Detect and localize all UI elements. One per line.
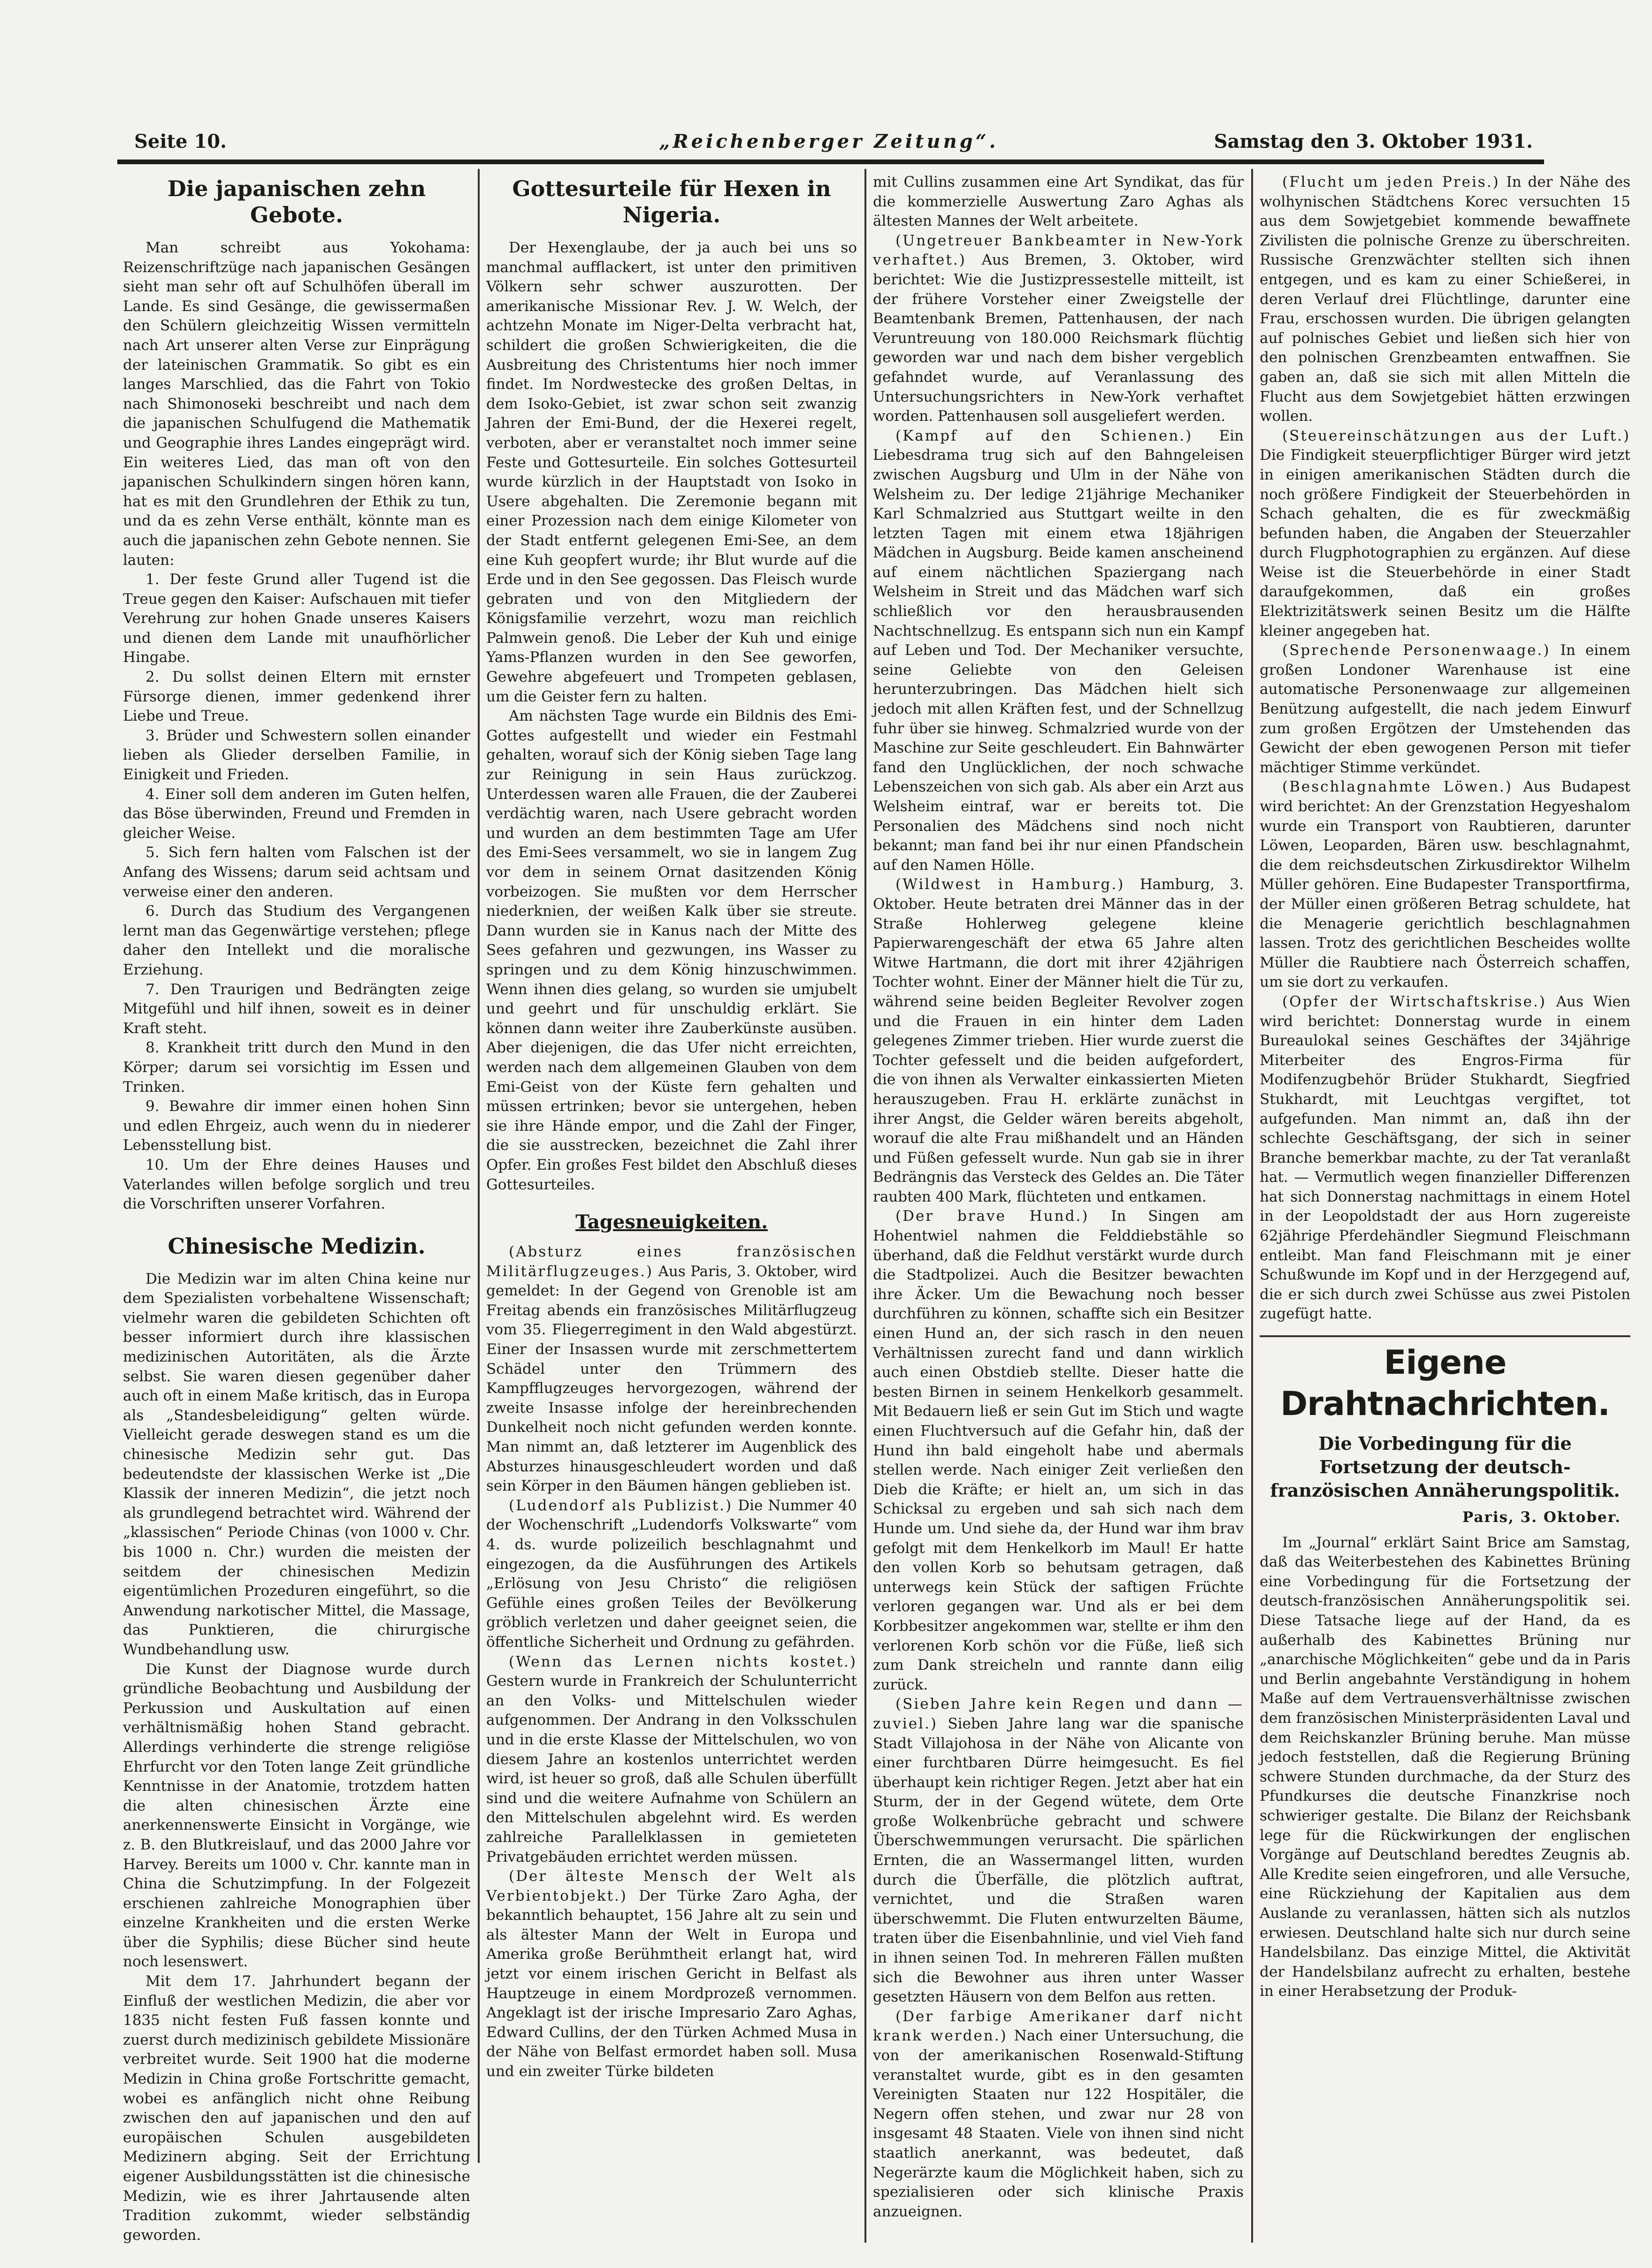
column-2 [486, 173, 857, 2246]
article-paragraph: Im „Journal“ erklärt Saint Brice am Samstag, daß das Weiterbestehen des Kabinettes Brüning eine Vorbedingung für die Fortsetzung der deutsch-französischen Annäherungspolitik sei. Diese Tatsache liege auf der Hand, da es außerhalb des Kabinettes Brüning nur „anarchische Möglichkeiten“ gebe und da in Paris und Berlin angebahnte Verständigung in hohem Maße auf dem Vertrauensverhältnisse zwischen dem französischen Ministerpräsidenten Laval und dem Reichskanzler Brüning beruhe. Man müsse jedoch feststellen, daß die Regierung Brüning schwere Stunden durchmache, da der Sturz des Pfundkurses die deutsche Finanzkrise noch schwieriger gestalte. Die Bilanz der Reichsbank lege für die Rückwirkungen der englischen Vorgänge auf Deutschland beredtes Zeugnis ab. Alle Kredite seien eingefroren, und alle Versuche, eine Rückziehung der Kapitalien aus dem Auslande zu veranlassen, hätten sich als nutzlos erwiesen. Deutschland halte sich nur durch seine Handelsbilanz. Das einzige Mittel, die Aktivität der Handelsbilanz aufrecht zu erhalten, bestehe in einer Herabsetzung der Produk- [1260, 1534, 1630, 2000]
news-item-title: (Wenn das Lernen nichts kostet.) [509, 1653, 857, 1670]
commandment-item: 5. Sich fern halten vom Falschen ist der Anfang des Wissens; darum seid achtsam und verweise einer den anderen. [123, 844, 470, 900]
commandment-item: 8. Krankheit tritt durch den Mund in den Körper; darum sei vorsichtig im Essen und Trinken. [123, 1039, 470, 1096]
news-item-title: (Steuereinschätzungen aus der Luft.) [1282, 427, 1630, 444]
article-paragraph: mit Cullins zusammen eine Art Syndikat, das für die kommerzielle Auswertung Zaro Aghas als ältesten Mannes der Welt arbeitete. [873, 174, 1244, 230]
commandment-item: 10. Um der Ehre deines Hauses und Vaterlandes willen befolge sorglich und treu die Vorschriften unserer Vorfahren. [123, 1156, 470, 1213]
article-paragraph: Die Medizin war im alten China keine nur dem Spezialisten vorbehaltene Wissenschaft; vielmehr waren die gebildeten Schichten oft besser informiert durch ihre klassischen medizinischen Autoritäten, als die Ärzte selbst. Sie waren diesen gegenüber daher auch oft in einem Maße kritisch, das in Europa als „Standesbeleidigung“ gelten würde. Vielleicht gerade deswegen stand es um die chinesische Medizin sehr gut. Das bedeutendste der klassischen Werke ist „Die Klassik der inneren Medizin“, die jetzt noch als grundlegend betrachtet wird. Während der „klassischen“ Periode Chinas (von 1000 v. Chr. bis 1000 n. Chr.) wurden die meisten der seitdem der chinesischen Medizin eigentümlichen Prozeduren eingeführt, so die Anwendung narkotischer Mittel, die Massage, das Punktieren, die chirurgische Wundbehandlung usw. [123, 1270, 470, 1658]
news-item-body: Die Findigkeit steuerpflichtiger Bürger wird jetzt in einigen amerikanischen Städten durch die noch größere Findigkeit der Steuerbehörden in Schach gehalten, die es für zweckmäßig befunden haben, die Angaben der Steuerzahler durch Flugphotographien zu ergänzen. Auf diese Weise ist die Steuerbehörde in einer Stadt daraufgekommen, daß ein großes Elektrizitätswerk seinen Besitz um die Hälfte kleiner angegeben hat. [1260, 447, 1630, 639]
news-item-body: Aus Budapest wird berichtet: An der Grenzstation Hegyeshalom wurde ein Transport von Raubtieren, darunter Löwen, Leoparden, Bären usw. beschlagnahmt, die dem reichsdeutschen Zirkusdirektor Wilhelm Müller gehören. Eine Budapester Transportfirma, der Müller einen größeren Betrag schuldete, hat die Menagerie gerichtlich beschlagnahmen lassen. Trotz des gerichtlichen Bescheides wollte Müller die Raubtiere nach Österreich schaffen, um sie dort zu verkaufen. [1260, 778, 1630, 991]
news-item-title: (Sprechende Personenwaage.) [1282, 642, 1551, 659]
news-item-body: Ein Liebesdrama trug sich auf den Bahngeleisen zwischen Augsburg und Ulm in der Nähe von Welsheim zu. Der ledige 21jährige Mechaniker Karl Schmalzried aus Stuttgart weilte in den letzten Tagen mit einem etwa 18jährigen Mädchen in Augsburg. Beide kamen anscheinend auf einem nächtlichen Spaziergang nach Welsheim in Streit und das Mädchen warf sich schließlich vor den herausbrausenden Nachtschnellzug. Es entspann sich nun ein Kampf auf Leben und Tod. Der Mechaniker versuchte, seine Geliebte von den Geleisen herunterzubringen. Das Mädchen hielt sich jedoch mit allen Kräften fest, und der Schnellzug fuhr über sie hinweg. Schmalzried wurde von der Maschine zur Seite geschleudert. Ein Bahnwärter fand den Unglücklichen, der noch schwache Lebenszeichen von sich gab. Als aber ein Arzt aus Welsheim eintraf, war er bereits tot. Die Personalien des Mädchens sind noch nicht bekannt; man fand bei ihr nur einen Pfandschein auf den Namen Hölle. [873, 427, 1244, 874]
news-item [873, 1695, 1244, 2007]
news-item [1260, 777, 1630, 992]
news-item [873, 1207, 1244, 1695]
dateline: Paris, 3. Oktober. [1462, 1509, 1621, 1526]
article-headline: Chinesische Medizin. [168, 1233, 426, 1259]
article-headline: Gottesurteile für Hexen in Nigeria. [512, 176, 831, 228]
news-item-body: Gestern wurde in Frankreich der Schulunterricht an den Volks- und Mittelschulen wieder aufgenommen. Der Andrang in den Volksschulen und in die erste Klasse der Mittelschulen, wo von diesem Jahre an kostenlos unterrichtet werden wird, ist heuer so groß, daß alle Schulen überfüllt sind und die weitere Aufnahme von Schülern an den Mittelschulen abgelehnt wird. Es werden zahlreiche Parallelklassen in gemieteten Privatgebäuden errichtet werden müssen. [486, 1673, 857, 1865]
article-paragraph: Am nächsten Tage wurde ein Bildnis des Emi-Gottes aufgestellt und wieder ein Festmahl gehalten, worauf sich der König sieben Tage lang zur Reinigung in sein Haus zurückzog. Unterdessen waren alle Frauen, die der Zauberei verdächtig waren, nach Usere gebracht worden und wurden an dem bestimmten Tage am Ufer des Emi-Sees versammelt, wo sie in langem Zug vor dem in seinem Ornat dasitzenden König vorbeizogen. Sie mußten vor dem Herrscher niederknien, der weißen Kalk über sie streute. Dann wurden sie in Kanus nach der Mitte des Sees gefahren und gezwungen, ins Wasser zu springen und zu dem König hinzuschwimmen. Wenn ihnen dies gelang, so wurden sie umjubelt und geehrt und für unschuldig erklärt. Sie können dann weiter ihre Zauberkünste ausüben. Aber diejenigen, die das Ufer nicht erreichten, werden nach dem allgemeinen Glauben von dem Emi-Geist von der Küste fern gehalten und müssen ertrinken; bevor sie untergehen, heben sie ihre Hände empor, und die Zahl der Finger, die sie ausstrecken, bezeichnet die Zahl ihrer Opfer. Ein großes Fest bildet den Abschluß dieses Gottesurteiles. [486, 708, 857, 1193]
column-rule [864, 169, 866, 2243]
commandment-item: 7. Den Traurigen und Bedrängten zeige Mitgefühl und hilf ihnen, soweit es in deiner Kraft steht. [123, 981, 470, 1037]
commandment-item: 2. Du sollst deinen Eltern mit ernster Fürsorge dienen, immer gedenkend ihrer Liebe und Treue. [123, 669, 470, 725]
news-item [1260, 992, 1630, 1324]
section-heading: Tagesneuigkeiten. [575, 1211, 768, 1233]
news-item-body: In einem großen Londoner Warenhause ist eine automatische Personenwaage zur allgemeinen Benützung aufgestellt, die nach jedem Einwurf zum großen Ergötzen der Umstehenden das Gewicht der eben gewogenen Person mit tiefer mächtiger Stimme verkündet. [1260, 642, 1630, 776]
news-item [486, 1496, 857, 1652]
article-paragraph: Man schreibt aus Yokohama: Reizenschriftzüge nach japanischen Gesängen sieht man sehr oft auf Schulhöfen überall im Lande. Es sind Gesänge, die gewissermaßen den Schülern gleichzeitig Wissen vermitteln nach Art unserer alten Verse zur Einprägung der lateinischen Grammatik. So gibt es ein langes Marschlied, das die Fahrt von Tokio nach Shimonoseki beschreibt und nach dem die japanischen Schulfugend die Mathematik und Geographie ihres Landes eingeprägt wird. Ein weiteres Lied, das man oft von den japanischen Schulkindern singen hören kann, hat es mit den Grundlehren der Ethik zu tun, und da es zehn Verse enthält, könnte man es auch die japanischen zehn Gebote nennen. Sie lauten: [123, 239, 470, 569]
news-item [873, 2007, 1244, 2222]
news-item-title: (Der farbige Amerikaner darf nicht krank werden.) [873, 2008, 1244, 2045]
news-item-title: (Der brave Hund.) [895, 1208, 1089, 1225]
article-paragraph: Mit dem 17. Jahrhundert begann der Einfluß der westlichen Medizin, die aber vor 1835 nicht festen Fuß fassen konnte und zuerst durch medizinisch gebildete Missionäre verbreitet wurde. Seit 1900 hat die moderne Medizin in China große Fortschritte gemacht, wobei es anfänglich nicht ohne Reibung zwischen den auf japanischen und den auf europäischen Schulen ausgebildeten Medizinern abging. Seit der Errichtung eigener Ausbildungsstätten ist die chinesische Medizin, wie es ihrer Jahrtausende alten Tradition zukommt, wieder selbständig geworden. [123, 1973, 470, 2244]
news-item [873, 426, 1244, 875]
news-item-body: Die Nummer 40 der Wochenschrift „Ludendorfs Volkswarte“ vom 4. ds. wurde polizeilich beschlagnahmt und eingezogen, da die Ausführungen des Artikels „Erlösung von Jesu Christo“ die religiösen Gefühle eines großen Teiles der Bevölkerung gröblich verletzen und daher geeignet seien, die öffentliche Sicherheit und Ordnung zu gefährden. [486, 1497, 857, 1651]
news-item-title: (Opfer der Wirtschaftskrise.) [1282, 993, 1546, 1010]
news-item [486, 1867, 857, 2082]
column-rule [1251, 169, 1253, 2243]
article-paragraph: Der Hexenglaube, der ja auch bei uns so manchmal aufflackert, ist unter den primitiven Völkern sehr schwer auszurotten. Der amerikanische Missionar Rev. J. W. Welch, der achtzehn Monate im Niger-Delta verbracht hat, schildert die großen Schwierigkeiten, die die Ausbreitung des Christentums hier noch immer findet. Im Nordwestecke des großen Deltas, in dem Isoko-Gebiet, ist zwar schon seit zwanzig Jahren der Emi-Bund, der die Hexerei regelt, verboten, aber er veranstaltet noch immer seine Feste und Gottesurteile. Ein solches Gottesurteil wurde kürzlich in der Hauptstadt von Isoko in Usere abgehalten. Die Zeremonie begann mit einer Prozession nach dem einige Kilometer von der Stadt entfernt gelegenen Emi-See, an dem eine Kuh geopfert wurde; ihr Blut wurde auf die Erde und in den See gegossen. Das Fleisch wurde gebraten und von den Mitgliedern der Königsfamilie verzehrt, wozu man reichlich Palmwein genoß. Die Leber der Kuh und einige Yams-Pflanzen wurden in den See geworfen, Gewehre abgefeuert und Trompeten geblasen, um die Geister fern zu halten. [486, 239, 857, 705]
article-paragraph: Die Kunst der Diagnose wurde durch gründliche Beobachtung und Ausbildung der Perkussion und Auskultation auf einen verhältnismäßig hohen Stand gebracht. Allerdings verhinderte die strenge religiöse Ehrfurcht vor den Toten lange Zeit gründliche Kenntnisse in der Anatomie, trotzdem hatten die alten chinesischen Ärzte eine anerkennenswerte Einsicht in Vorgänge, wie z. B. den Blutkreislauf, und das 2000 Jahre vor Harvey. Bereits um 1000 v. Chr. kannte man in China die Schutzimpfung. In der Folgezeit erschienen zahlreiche Monographien über einzelne Krankheiten und die ersten Werke über die Syphilis; diese Bücher sind heute noch lesenswert. [123, 1660, 470, 1971]
news-item [486, 1652, 857, 1867]
news-item [873, 231, 1244, 426]
header-rule [117, 160, 1544, 164]
section-banner: Eigene Drahtnachrichten. [1260, 1335, 1630, 1424]
article-headline: Die japanischen zehn Gebote. [167, 176, 426, 228]
news-item-title: (Ludendorf als Publizist.) [509, 1497, 733, 1514]
commandment-item: 4. Einer soll dem anderen im Guten helfen, das Böse überwinden, Freund und Fremden in gleicher Weise. [123, 785, 470, 842]
news-item-title: (Wildwest in Hamburg.) [895, 876, 1125, 893]
news-item-title: (Der älteste Mensch der Welt als Verbientobjekt.) [486, 1868, 857, 1904]
newspaper-title: „Reichenberger Zeitung“. [659, 130, 999, 152]
news-item-body: Aus Bremen, 3. Oktober, wird berichtet: Wie die Justizpressestelle mitteilt, ist der frühere Vorsteher einer Zweigstelle der Beamtenbank Bremen, Pattenhausen, der nach Veruntreuung von 180.000 Reichsmark flüchtig geworden war und nach dem bisher vergeblich gefahndet wurde, auf Veranlassung des Untersuchungsrichters in New-York verhaftet worden. Pattenhausen soll ausgeliefert werden. [873, 251, 1244, 425]
issue-date: Samstag den 3. Oktober 1931. [1214, 130, 1533, 152]
column-1 [123, 173, 470, 2244]
news-item-title: (Ungetreuer Bankbeamter in New-York verhaftet.) [873, 232, 1244, 269]
news-item [1260, 173, 1630, 426]
news-item-title: (Beschlagnahmte Löwen.) [1282, 778, 1513, 796]
column-4 [1260, 173, 1630, 2246]
news-item-body: Der Türke Zaro Agha, der bekanntlich behauptet, 156 Jahre alt zu sein und als ältester Mann der Welt in Europa und Amerika große Berühmtheit erlangt hat, wird jetzt vor einem irischen Gericht in Belfast als Hauptzeuge in einem Mordprozeß vernommen. Angeklagt ist der irische Impresario Zaro Aghas, Edward Cullins, der den Türken Achmed Musa in der Nähe von Belfast ermordet haben soll. Musa und ein zweiter Türke bildeten [486, 1887, 857, 2080]
commandment-item: 6. Durch das Studium des Vergangenen lernt man das Gegenwärtige verstehen; pflege daher den Intellekt und die moralische Erziehung. [123, 903, 470, 978]
running-header [115, 127, 1542, 161]
news-item-title: (Absturz eines französischen Militärflugzeuges.) [486, 1243, 857, 1280]
column-3 [873, 173, 1244, 2246]
news-item-body: Hamburg, 3. Oktober. Heute betraten drei Männer das in der Straße Hohlerweg gelegene kleine Papierwarengeschäft der etwa 65 Jahre alten Witwe Hartmann, die dort mit ihrer 42jährigen Tochter wohnt. Einer der Männer hielt die Tür zu, während seine beiden Begleiter Revolver zogen und die Frauen in ein hinter dem Laden gelegenes Zimmer trieben. Hier wurde zuerst die Tochter gefesselt und die beiden aufgefordert, die von ihnen als Verwalter einkassierten Mieten herauszugeben. Frau H. erklärte zunächst in ihrer Angst, die Gelder wären bereits abgeholt, worauf die alte Frau mißhandelt und an Händen und Füßen gefesselt wurde. Nun gab sie in ihrer Bedrängnis das Versteck des Geldes an. Die Täter raubten 400 Mark, flüchteten und entkamen. [873, 876, 1244, 1205]
commandment-item: 9. Bewahre dir immer einen hohen Sinn und edlen Ehrgeiz, auch wenn du in niederer Lebensstellung bist. [123, 1098, 470, 1154]
column-rule [478, 169, 480, 2163]
news-item-body: Sieben Jahre lang war die spanische Stadt Villajohosa in der Nähe von Alicante von einer furchtbaren Dürre heimgesucht. Es fiel überhaupt kein richtiger Regen. Jetzt aber hat ein Sturm, der in der Gegend wütete, dem Orte große Wolkenbrüche gebracht und schwere Überschwemmungen verursacht. Die spärlichen Ernten, die an Wassermangel litten, wurden durch die Überfälle, die plötzlich auftrat, vernichtet, und die Straßen waren überschwemmt. Die Fluten entwurzelten Bäume, traten über die Eisenbahnlinie, und viel Vieh fand in ihnen seinen Tod. In mehreren Fällen mußten sich die Bewohner aus ihren unter Wasser gesetzten Häusern von dem Belfon aus retten. [873, 1715, 1244, 2006]
news-item [873, 875, 1244, 1207]
news-item-title: (Sieben Jahre kein Regen und dann — zuviel.) [873, 1696, 1244, 1732]
news-item-body: In der Nähe des wolhynischen Städtchens Korec versuchten 15 aus dem Sowjetgebiet kommende bewaffnete Zivilisten die polnische Grenze zu überschreiten. Russische Grenzwächter stellten sich ihnen entgegen, und es kam zu einer Schießerei, in deren Verlauf drei Flüchtlinge, darunter eine Frau, erschossen wurden. Die übrigen gelangten auf polnisches Gebiet und ließen sich hier von den polnischen Grenzbeamten entwaffnen. Sie gaben an, daß sie sich mit allen Mitteln die Flucht aus dem Sowjetgebiet hätten erzwingen wollen. [1260, 174, 1630, 425]
news-item-body: Aus Wien wird berichtet: Donnerstag wurde in einem Bureaulokal seines Geschäftes der 34jährige Miterbeiter des Engros-Firma für Modifenzugbehör Brüder Stukhardt, Siegfried Stukhardt, mit Leuchtgas vergiftet, tot aufgefunden. Man nimmt an, daß ihn der schlechte Geschäftsgang, der sich in seiner Branche bemerkbar machte, zu der Tat veranlaßt hat. — Vermutlich wegen finanzieller Differenzen hat sich Donnerstag nachmittags in einem Hotel in der Leopoldstadt der aus Horn zugereiste 62jährige Pferdehändler Siegmund Fleischmann entleibt. Man fand Fleischmann mit je einer Schußwunde im Kopf und in der Herzgegend auf, die er sich durch zwei Schüsse aus zwei Pistolen zugefügt hatte. [1260, 993, 1630, 1323]
news-item [486, 1242, 857, 1496]
news-item [1260, 641, 1630, 777]
page-number: Seite 10. [134, 130, 227, 152]
news-item-title: (Kampf auf den Schienen.) [895, 427, 1193, 444]
commandment-item: 1. Der feste Grund aller Tugend ist die Treue gegen den Kaiser: Aufschauen mit tiefer Verehrung zur hohen Gnade unseres Kaisers und dienen dem Lande mit unaufhörlicher Hingabe. [123, 571, 470, 666]
commandment-item: 3. Brüder und Schwestern sollen einander lieben als Glieder derselben Familie, in Einigkeit und Frieden. [123, 727, 470, 784]
news-item-body: Aus Paris, 3. Oktober, wird gemeldet: In der Gegend von Grenoble ist am Freitag abends ein französisches Militärflugzeug vom 35. Fliegerregiment in den Wald abgestürzt. Einer der Insassen wurde mit zerschmettertem Schädel unter den Trümmern des Kampfflugzeuges hervorgezogen, während der zweite Insasse infolge der hereinbrechenden Dunkelheit noch nicht gefunden werden konnte. Man nimmt an, daß letzterer im Augenblick des Absturzes hinausgeschleudert worden und daß sein Körper in den Bäumen hängen geblieben ist. [486, 1263, 857, 1495]
news-item-title: (Flucht um jeden Preis.) [1282, 174, 1500, 190]
news-item [1260, 426, 1630, 641]
news-item-body: Nach einer Untersuchung, die von der amerikanischen Rosenwald-Stiftung veranstaltet wurde, gibt es in den gesamten Vereinigten Staaten nur 122 Hospitäler, die Negern offen stehen, und zwar nur 28 von insgesamt 48 Staaten. Viele von ihnen sind nicht staatlich anerkannt, was bedeutet, daß Negerärzte kaum die Möglichkeit haben, sich zu spezialisieren oder sich klinische Praxis anzueignen. [873, 2027, 1244, 2220]
article-subheadline: Die Vorbedingung für die Fortsetzung der deutsch-französischen Annäherungspolitik. [1270, 1433, 1620, 1501]
news-item-body: In Singen am Hohentwiel nahmen die Felddiebstähle so überhand, daß die Feldhut verstärkt wurde durch die Stadtpolizei. Auch die Besitzer bewachten ihre Äcker. Um die Bewachung noch besser durchführen zu können, schaffte sich ein Besitzer einen Hund an, der sich rasch in den neuen Verhältnissen zurecht fand und dann wirklich auch einen Obstdieb stellte. Dieser hatte die besten Birnen in seinem Henkelkorb gesammelt. Mit Bedauern ließ er sein Gut im Stich und wagte einen Fluchtversuch auf die Gefahr hin, daß der Hund ihn bald eingeholt habe und abermals stellen werde. Nach einiger Zeit verließen den Dieb die Kräfte; er hielt an, um sich in das Schicksal zu ergeben und sah sich nach dem Hunde um. Und siehe da, der Hund war ihm brav gefolgt mit dem Henkelkorb im Maul! Er hatte den vollen Korb so behutsam getragen, daß unterwegs kein Stück der saftigen Früchte verloren gegangen war. Und als er bei dem Korbbesitzer angekommen war, stellte er ihm den verlorenen Korb schön vor die Füße, ließ sich zum Dank streicheln und rannte dann eilig zurück. [873, 1208, 1244, 1693]
